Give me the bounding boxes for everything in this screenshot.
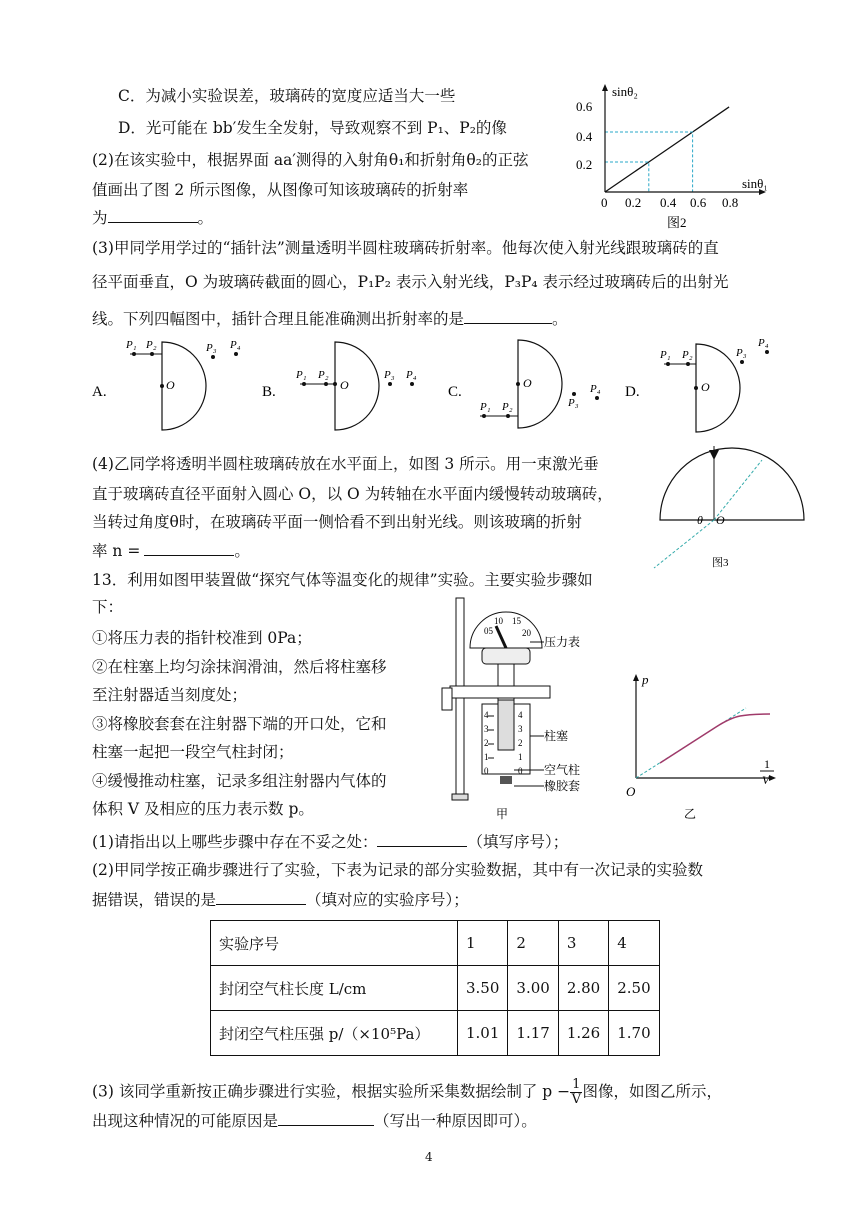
svg-text:P₃: P₃: [384, 369, 395, 381]
table-row: [211, 921, 660, 966]
fig2-xtick-04: 0.4: [660, 195, 677, 210]
fig2-ytick-02: 0.2: [576, 157, 593, 172]
fig2-ytick-06: 0.6: [576, 99, 593, 114]
svg-text:2: 2: [518, 738, 523, 748]
table-cell: 3.50: [458, 966, 508, 1011]
fig2-xtick-08: 0.8: [722, 195, 739, 210]
data-table: [210, 920, 660, 1056]
gauge-label: 压力表: [544, 635, 581, 649]
q4-line1: (4)乙同学将透明半圆柱玻璃砖放在水平面上，如图 3 所示。用一束激光垂: [92, 455, 599, 473]
svg-text:P₃: P₃: [568, 397, 579, 409]
svg-text:O: O: [340, 378, 349, 392]
svg-text:P₄: P₄: [590, 383, 601, 395]
diagram-a: [125, 339, 241, 430]
svg-text:P₁: P₁: [660, 349, 671, 361]
diagram-c-label: C.: [448, 384, 462, 400]
fig2-xtick-06: 0.6: [690, 195, 707, 210]
table-cell: 1.26: [558, 1011, 608, 1056]
table-cell: 实验序号: [211, 921, 458, 966]
svg-text:P₄: P₄: [758, 337, 769, 349]
sub1: (1)请指出以上哪些步骤中存在不妥之处： （填写序号）；: [92, 833, 569, 851]
svg-text:3: 3: [518, 724, 523, 734]
svg-text:P₄: P₄: [406, 369, 417, 381]
table-cell: 1.70: [609, 1011, 659, 1056]
svg-text:V: V: [762, 773, 770, 787]
svg-text:0: 0: [484, 766, 489, 776]
fig3-caption: 图3: [712, 557, 729, 569]
svg-text:P₁: P₁: [480, 401, 491, 413]
q4-line3: 当转过角度θ时，在玻璃砖平面一侧恰看不到出射光线。则该玻璃的折射: [92, 513, 582, 531]
apparatus-figure: [440, 596, 640, 826]
table-cell: 1.17: [508, 1011, 558, 1056]
table-cell: 3: [558, 921, 608, 966]
diagram-d-label: D.: [625, 384, 640, 400]
q2-line3: 为 。: [92, 209, 214, 227]
svg-text:O: O: [523, 376, 532, 390]
svg-text:P₃: P₃: [736, 347, 747, 359]
graph-yi: [620, 670, 790, 820]
svg-text:O: O: [166, 378, 175, 392]
q13-step2a: ②在柱塞上均匀涂抹润滑油，然后将柱塞移: [92, 658, 387, 676]
svg-text:p: p: [642, 672, 649, 687]
pin-diagrams: [90, 336, 790, 436]
fig2-xtick-0: 0: [601, 195, 608, 210]
table-row: [211, 966, 660, 1011]
table-row: [211, 1011, 660, 1056]
table-cell: 2.50: [609, 966, 659, 1011]
q13-step4b: 体积 V 及相应的压力表示数 p。: [92, 800, 314, 818]
svg-text:1: 1: [518, 752, 523, 762]
q3-line2: 径平面垂直，O 为玻璃砖截面的圆心，P₁P₂ 表示入射光线，P₃P₄ 表示经过玻璃砖后的出射光: [92, 273, 729, 291]
q3-line1: (3)甲同学用学过的“插针法”测量透明半圆柱玻璃砖折射率。他每次使入射光线跟玻璃砖的直: [92, 239, 719, 257]
answer-blank[interactable]: [377, 831, 467, 847]
svg-text:O: O: [716, 513, 725, 527]
option-d: D．光可能在 bb′发生全发射，导致观察不到 P₁、P₂的像: [118, 119, 507, 137]
table-cell: 2.80: [558, 966, 608, 1011]
svg-text:1: 1: [764, 757, 770, 771]
rubber-cap-label: 橡胶套: [544, 779, 581, 793]
q13-step3b: 柱塞一起把一段空气柱封闭；: [92, 743, 294, 761]
diagram-b: [295, 342, 417, 430]
page-number: 4: [425, 1150, 433, 1164]
svg-text:O: O: [626, 784, 636, 799]
answer-blank[interactable]: [278, 1110, 374, 1126]
q2-line2: 值画出了图 2 所示图像，从图像可知该玻璃砖的折射率: [92, 181, 469, 199]
q13-step1: ①将压力表的指针校准到 0Pa；: [92, 629, 312, 647]
q3-line3: 线。下列四幅图中，插针合理且能准确测出折射率的是 。: [92, 310, 568, 328]
fig2-xtick-02: 0.2: [625, 195, 642, 210]
fig2-caption: 图2: [667, 215, 687, 230]
fig2-ylabel: sinθ₂: [612, 84, 638, 99]
fig2-series-line: [605, 107, 729, 192]
svg-text:O: O: [701, 380, 710, 394]
figure-3: [652, 440, 812, 570]
svg-text:15: 15: [512, 616, 521, 626]
q13-step3a: ③将橡胶套套在注射器下端的开口处，它和: [92, 715, 387, 733]
table-cell: 封闭空气柱压强 p/（×10⁵Pa）: [211, 1011, 458, 1056]
q4-line2: 直于玻璃砖直径平面射入圆心 O，以 O 为转轴在水平面内缓慢转动玻璃砖，: [92, 485, 613, 503]
table-cell: 2: [508, 921, 558, 966]
answer-blank[interactable]: [144, 540, 234, 556]
svg-text:05: 05: [484, 626, 493, 636]
q2-line1: (2)在该实验中，根据界面 aa′测得的入射角θ₁和折射角θ₂的正弦: [92, 151, 529, 169]
apparatus-caption: 甲: [496, 807, 509, 821]
plunger-label: 柱塞: [544, 729, 569, 743]
air-column-label: 空气柱: [544, 763, 581, 777]
svg-text:θ: θ: [697, 513, 703, 527]
sub3-line2: 出现这种情况的可能原因是 （写出一种原因即可）。: [92, 1112, 537, 1130]
svg-text:4: 4: [484, 710, 489, 720]
svg-text:P₂: P₂: [146, 339, 157, 351]
sub2-line2: 据错误，错误的是 （填对应的实验序号）；: [92, 891, 469, 909]
q4-line4: 率 n = 。: [92, 542, 250, 560]
answer-blank[interactable]: [464, 308, 552, 324]
answer-blank[interactable]: [216, 889, 306, 905]
figure-2-chart: [572, 82, 772, 232]
diagram-d: [659, 337, 769, 432]
graph-yi-caption: 乙: [684, 807, 697, 820]
fig2-xlabel: sinθ₁: [742, 176, 768, 191]
svg-text:2: 2: [484, 738, 489, 748]
option-c: C．为减小实验误差，玻璃砖的宽度应适当大一些: [118, 87, 456, 105]
svg-text:4: 4: [518, 710, 523, 720]
svg-text:P₁: P₁: [296, 369, 307, 381]
diagram-a-label: A.: [92, 384, 107, 400]
svg-text:P₃: P₃: [206, 342, 217, 354]
svg-text:20: 20: [522, 628, 531, 638]
svg-text:P₁: P₁: [126, 339, 137, 351]
table-cell: 1: [458, 921, 508, 966]
svg-text:1: 1: [484, 752, 489, 762]
q13-line2: 下：: [92, 598, 124, 616]
svg-text:0: 0: [518, 766, 523, 776]
answer-blank[interactable]: [108, 207, 198, 223]
table-cell: 1.01: [458, 1011, 508, 1056]
q13-step2b: 至注射器适当刻度处；: [92, 686, 248, 704]
table-cell: 4: [609, 921, 659, 966]
svg-text:P₂: P₂: [318, 369, 329, 381]
fig2-ytick-04: 0.4: [576, 129, 593, 144]
q13-line1: 13．利用如图甲装置做“探究气体等温变化的规律”实验。主要实验步骤如: [92, 571, 593, 589]
svg-text:10: 10: [494, 616, 503, 626]
diagram-b-label: B.: [262, 384, 276, 400]
sub2-line1: (2)甲同学按正确步骤进行了实验，下表为记录的部分实验数据，其中有一次记录的实验数: [92, 861, 703, 879]
q13-step4a: ④缓慢推动柱塞，记录多组注射器内气体的: [92, 772, 387, 790]
sub3-line1: (3) 该同学重新按正确步骤进行实验，根据实验所采集数据绘制了 p − $\frac{1}{V}$ 图像，如图乙所示，: [92, 1077, 722, 1107]
table-cell: 封闭空气柱长度 L/cm: [211, 966, 458, 1011]
svg-text:P₄: P₄: [230, 339, 241, 351]
svg-text:P₂: P₂: [502, 401, 513, 413]
svg-text:3: 3: [484, 724, 489, 734]
svg-text:P₂: P₂: [682, 349, 693, 361]
diagram-c: [479, 340, 601, 428]
table-cell: 3.00: [508, 966, 558, 1011]
